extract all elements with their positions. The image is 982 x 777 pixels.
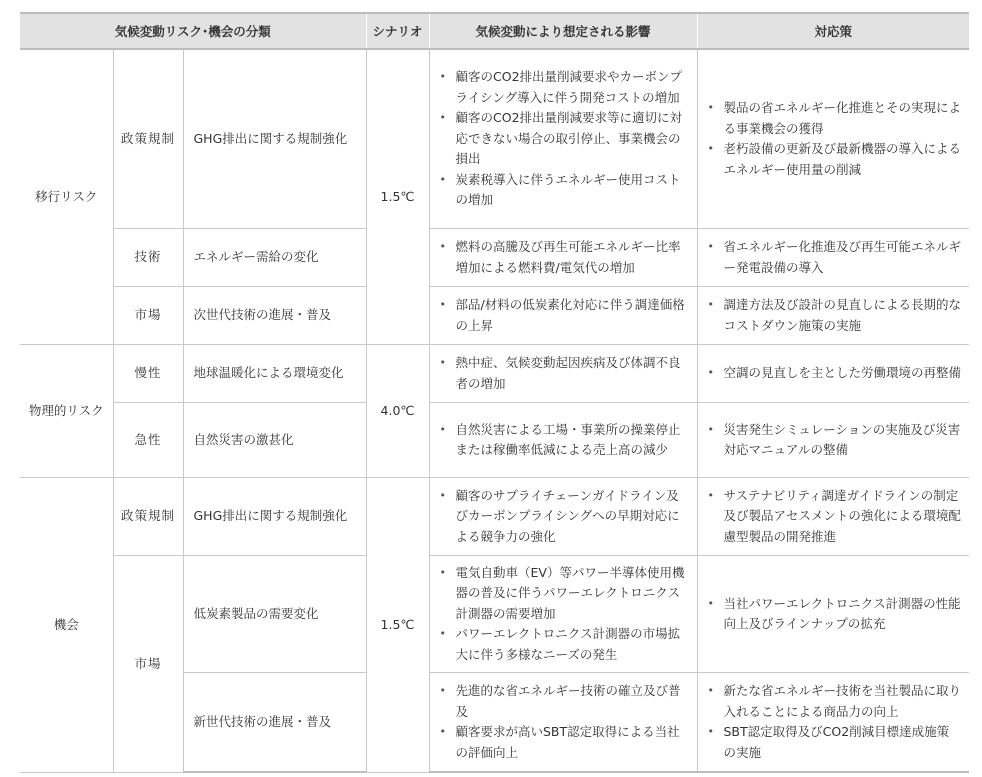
response-item: • 空調の見直しを主とした労働環境の再整備 bbox=[706, 363, 962, 384]
response-list bbox=[706, 363, 962, 384]
subcategory-cell: 政策規制 bbox=[113, 49, 183, 229]
header-scenario: シナリオ bbox=[366, 13, 429, 49]
impact-list bbox=[438, 681, 689, 763]
response-cell bbox=[697, 287, 969, 345]
subcategory-cell: 政策規制 bbox=[113, 478, 183, 556]
impact-cell bbox=[429, 478, 697, 556]
impact-list bbox=[438, 420, 689, 461]
impact-list bbox=[438, 486, 689, 548]
header-response: 対応策 bbox=[697, 13, 969, 49]
impact-list bbox=[438, 563, 689, 666]
impact-item: • 顧客要求が高いSBT認定取得による当社の評価向上 bbox=[438, 722, 689, 763]
response-cell bbox=[697, 556, 969, 673]
response-cell bbox=[697, 673, 969, 773]
header-impact: 気候変動により想定される影響 bbox=[429, 13, 697, 49]
response-cell bbox=[697, 229, 969, 287]
impact-item: • パワーエレクトロニクス計測器の市場拡大に伴う多様なニーズの発生 bbox=[438, 624, 689, 665]
subcategory-cell: 急性 bbox=[113, 403, 183, 478]
scenario-4-0c: 4.0℃ bbox=[366, 345, 429, 478]
factor-cell: 低炭素製品の需要変化 bbox=[183, 556, 366, 673]
response-list bbox=[706, 98, 962, 180]
table-row bbox=[20, 403, 969, 478]
impact-cell bbox=[429, 229, 697, 287]
response-list bbox=[706, 295, 962, 336]
factor-cell: 自然災害の激甚化 bbox=[183, 403, 366, 478]
subcategory-cell: 市場 bbox=[113, 556, 183, 773]
impact-cell bbox=[429, 287, 697, 345]
impact-item: • 熱中症、気候変動起因疾病及び体調不良者の増加 bbox=[438, 353, 689, 394]
response-item: • 製品の省エネルギー化推進とその実現による事業機会の獲得 bbox=[706, 98, 962, 139]
climate-risk-table-container bbox=[20, 12, 969, 773]
impact-cell bbox=[429, 345, 697, 403]
response-list bbox=[706, 420, 962, 461]
scenario-1-5c: 1.5℃ bbox=[366, 49, 429, 345]
table-row bbox=[20, 229, 969, 287]
impact-cell bbox=[429, 673, 697, 773]
impact-cell bbox=[429, 403, 697, 478]
impact-item: • 自然災害による工場・事業所の操業停止または稼働率低減による売上高の減少 bbox=[438, 420, 689, 461]
subcategory-cell: 技術 bbox=[113, 229, 183, 287]
factor-cell: エネルギー需給の変化 bbox=[183, 229, 366, 287]
impact-list bbox=[438, 67, 689, 211]
impact-list bbox=[438, 353, 689, 394]
impact-item: • 顧客のCO2排出量削減要求等に適切に対応できない場合の取引停止、事業機会の損出 bbox=[438, 108, 689, 170]
response-item: • 新たな省エネルギー技術を当社製品に取り入れることによる商品力の向上 bbox=[706, 681, 962, 722]
impact-item: • 炭素税導入に伴うエネルギー使用コストの増加 bbox=[438, 170, 689, 211]
response-item: • SBT認定取得及びCO2削減目標達成施策の実施 bbox=[706, 722, 962, 763]
table-row bbox=[20, 49, 969, 229]
impact-item: • 先進的な省エネルギー技術の確立及び普及 bbox=[438, 681, 689, 722]
table-row bbox=[20, 345, 969, 403]
response-item: • 老朽設備の更新及び最新機器の導入によるエネルギー使用量の削減 bbox=[706, 139, 962, 180]
subcategory-cell: 市場 bbox=[113, 287, 183, 345]
impact-item: • 電気自動車（EV）等パワー半導体使用機器の普及に伴うパワーエレクトロニクス計測器の需要増加 bbox=[438, 563, 689, 625]
header-category: 気候変動リスク･機会の分類 bbox=[20, 13, 366, 49]
impact-cell bbox=[429, 49, 697, 229]
response-list bbox=[706, 237, 962, 278]
category-transition-risk: 移行リスク bbox=[20, 49, 113, 345]
impact-item: • 燃料の高騰及び再生可能エネルギー比率増加による燃料費/電気代の増加 bbox=[438, 237, 689, 278]
factor-cell: 新世代技術の進展・普及 bbox=[183, 673, 366, 773]
response-item: • 調達方法及び設計の見直しによる長期的なコストダウン施策の実施 bbox=[706, 295, 962, 336]
table-row bbox=[20, 478, 969, 556]
factor-cell: 次世代技術の進展・普及 bbox=[183, 287, 366, 345]
response-cell bbox=[697, 403, 969, 478]
impact-list bbox=[438, 237, 689, 278]
table-header-row bbox=[20, 13, 969, 49]
response-cell bbox=[697, 345, 969, 403]
table-row bbox=[20, 556, 969, 673]
factor-cell: 地球温暖化による環境変化 bbox=[183, 345, 366, 403]
response-item: • 当社パワーエレクトロニクス計測器の性能向上及びラインナップの拡充 bbox=[706, 594, 962, 635]
response-item: • 災害発生シミュレーションの実施及び災害対応マニュアルの整備 bbox=[706, 420, 962, 461]
response-list bbox=[706, 486, 962, 548]
response-list bbox=[706, 681, 962, 763]
response-list bbox=[706, 594, 962, 635]
factor-cell: GHG排出に関する規制強化 bbox=[183, 478, 366, 556]
category-physical-risk: 物理的リスク bbox=[20, 345, 113, 478]
impact-cell bbox=[429, 556, 697, 673]
subcategory-cell: 慢性 bbox=[113, 345, 183, 403]
impact-list bbox=[438, 295, 689, 336]
scenario-1-5c: 1.5℃ bbox=[366, 478, 429, 773]
response-cell bbox=[697, 49, 969, 229]
response-cell bbox=[697, 478, 969, 556]
category-opportunity: 機会 bbox=[20, 478, 113, 773]
impact-item: • 顧客のCO2排出量削減要求やカーボンプライシング導入に伴う開発コストの増加 bbox=[438, 67, 689, 108]
response-item: • 省エネルギー化推進及び再生可能エネルギー発電設備の導入 bbox=[706, 237, 962, 278]
factor-cell: GHG排出に関する規制強化 bbox=[183, 49, 366, 229]
response-item: • サステナビリティ調達ガイドラインの制定及び製品アセスメントの強化による環境配慮型製品の開発推進 bbox=[706, 486, 962, 548]
impact-item: • 顧客のサプライチェーンガイドライン及びカーボンプライシングへの早期対応による競争力の強化 bbox=[438, 486, 689, 548]
climate-risk-table bbox=[20, 12, 969, 773]
table-row bbox=[20, 287, 969, 345]
impact-item: • 部品/材料の低炭素化対応に伴う調達価格の上昇 bbox=[438, 295, 689, 336]
